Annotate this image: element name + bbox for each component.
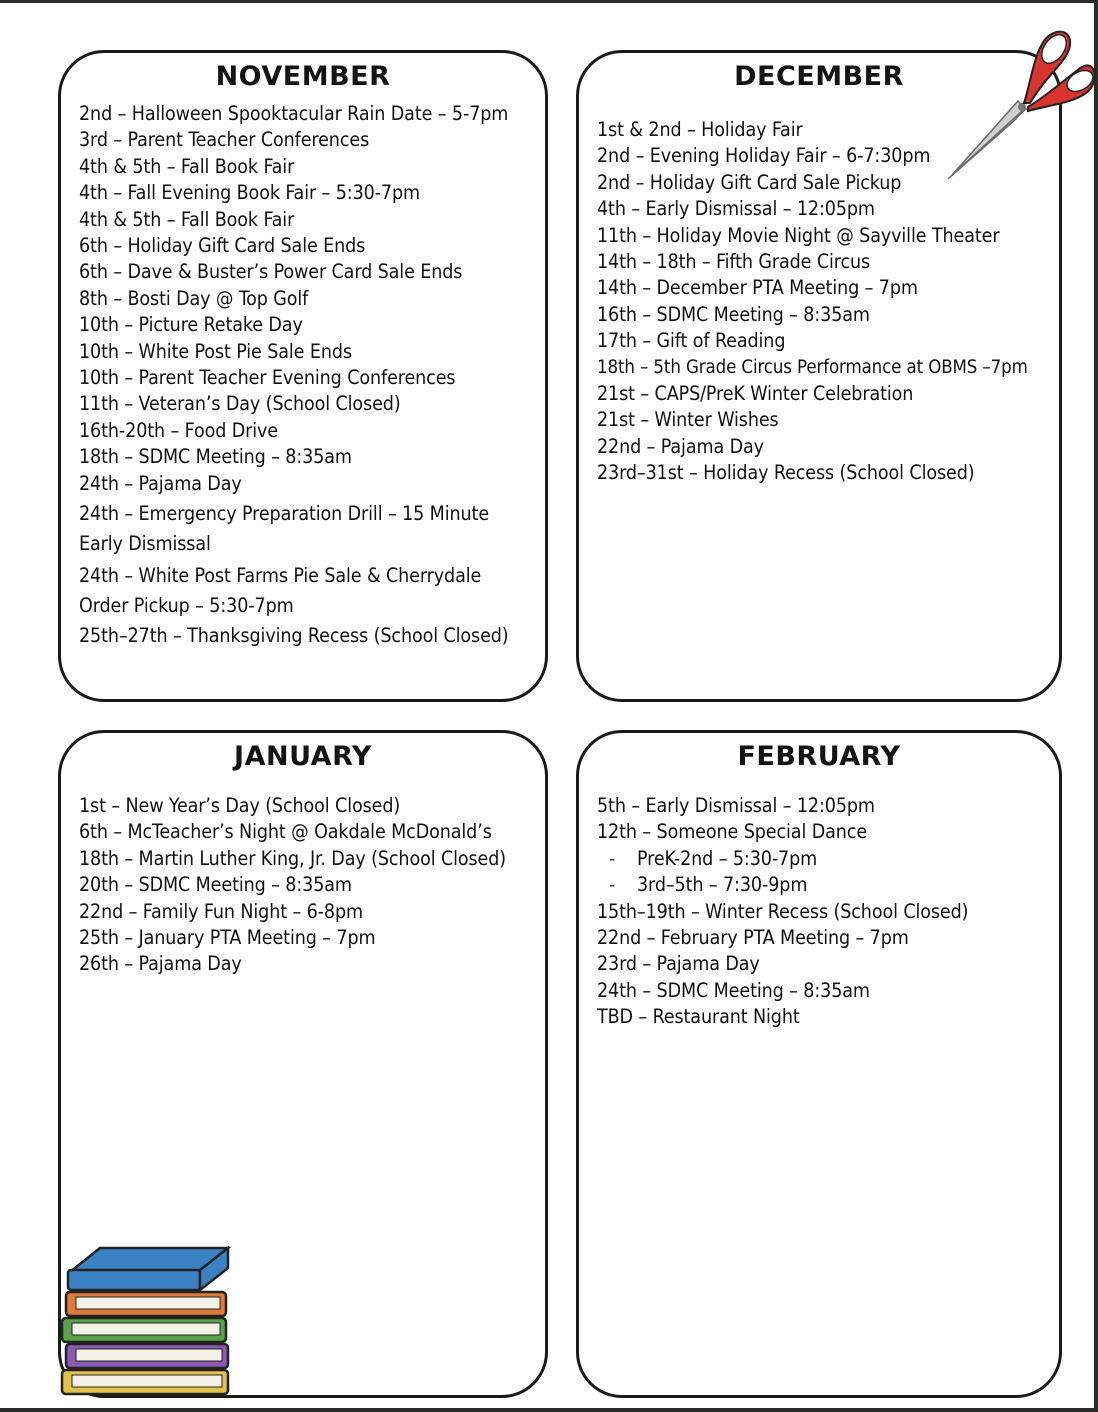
list-item: 12th – Someone Special Dance <box>597 820 868 844</box>
list-item: 16th – SDMC Meeting – 8:35am <box>597 302 870 326</box>
list-item: 18th – Martin Luther King, Jr. Day (School Closed) <box>79 846 507 870</box>
list-item: 15th–19th – Winter Recess (School Closed) <box>597 899 969 923</box>
book-3 <box>62 1318 226 1342</box>
list-item: 5th – Early Dismissal – 12:05pm <box>597 794 875 817</box>
january-title: JANUARY <box>234 741 372 772</box>
list-item: 6th – Holiday Gift Card Sale Ends <box>79 234 366 258</box>
scissors-handles <box>1024 30 1097 111</box>
list-item: 24th – Emergency Preparation Drill – 15 Minute Early Dismissal <box>79 502 490 556</box>
list-item: 4th – Early Dismissal – 12:05pm <box>597 197 875 221</box>
list-item: 25th–27th – Thanksgiving Recess (School Closed) <box>79 624 509 648</box>
february-card <box>576 730 1062 1398</box>
december-title: DECEMBER <box>734 61 904 92</box>
frame-bottom-border <box>0 1408 1098 1412</box>
list-item: 2nd – Halloween Spooktacular Rain Date – 5-7pm <box>79 102 509 125</box>
list-item: 1st & 2nd – Holiday Fair <box>597 118 803 141</box>
list-item: 21st – CAPS/PreK Winter Celebration <box>597 382 914 406</box>
list-item: 20th – SDMC Meeting – 8:35am <box>79 873 352 897</box>
list-item: 17th – Gift of Reading <box>597 329 786 353</box>
list-item: 6th – Dave & Buster’s Power Card Sale Ends <box>79 260 463 284</box>
list-item: 14th – December PTA Meeting – 7pm <box>597 276 918 300</box>
november-event-list <box>61 101 545 650</box>
list-item: 4th – Fall Evening Book Fair – 5:30-7pm <box>79 181 421 205</box>
november-card <box>58 50 548 702</box>
list-item: 23rd–31st – Holiday Recess (School Closed) <box>597 461 975 485</box>
list-item: - PreK-2nd – 5:30-7pm <box>597 846 1059 872</box>
book-2 <box>66 1292 226 1316</box>
february-title: FEBRUARY <box>737 741 901 772</box>
scissors-icon <box>930 15 1098 195</box>
book-1 <box>68 1248 228 1290</box>
list-item: 10th – Picture Retake Day <box>79 313 303 337</box>
list-item: TBD – Restaurant Night <box>597 1005 800 1029</box>
list-item: 23rd – Pajama Day <box>597 952 760 976</box>
scissors-pivot <box>1018 103 1026 111</box>
list-item: 10th – White Post Pie Sale Ends <box>79 339 352 363</box>
list-item: 8th – Bosti Day @ Top Golf <box>79 286 309 310</box>
book-4 <box>66 1344 228 1368</box>
list-item: 2nd – Holiday Gift Card Sale Pickup <box>597 170 902 194</box>
list-item: 10th – Parent Teacher Evening Conferences <box>79 366 456 390</box>
november-title: NOVEMBER <box>215 61 391 92</box>
list-item: 18th – SDMC Meeting – 8:35am <box>79 445 352 469</box>
list-item: 14th – 18th – Fifth Grade Circus <box>597 250 871 274</box>
list-item: 22nd – Family Fun Night – 6-8pm <box>79 899 363 923</box>
list-item: 26th – Pajama Day <box>79 952 242 976</box>
list-item: 24th – Pajama Day <box>79 471 242 495</box>
list-item: 1st – New Year’s Day (School Closed) <box>79 794 401 817</box>
list-item: 3rd – Parent Teacher Conferences <box>79 128 370 152</box>
list-item: - 3rd–5th – 7:30-9pm <box>597 872 1059 898</box>
frame-top-border <box>0 0 1098 3</box>
scissors-blades <box>948 101 1026 179</box>
book-stack-icon <box>56 1240 236 1400</box>
list-item: 16th-20th – Food Drive <box>79 418 279 442</box>
february-event-list <box>579 793 1059 1031</box>
list-item: 25th – January PTA Meeting – 7pm <box>79 926 376 950</box>
list-item: 24th – White Post Farms Pie Sale & Cherrydale Order Pickup – 5:30-7pm <box>79 564 482 618</box>
list-item: 2nd – Evening Holiday Fair – 6-7:30pm <box>597 144 931 168</box>
book-5 <box>62 1370 228 1394</box>
list-item: 11th – Holiday Movie Night @ Sayville Theater <box>597 223 1000 247</box>
january-event-list <box>61 793 545 978</box>
list-item: 11th – Veteran’s Day (School Closed) <box>79 392 401 416</box>
list-item: 18th – 5th Grade Circus Performance at OBMS –7pm <box>597 356 1028 378</box>
list-item: 4th & 5th – Fall Book Fair <box>79 207 295 231</box>
list-item: 22nd – Pajama Day <box>597 434 764 458</box>
list-item: 4th & 5th – Fall Book Fair <box>79 154 295 178</box>
list-item: 22nd – February PTA Meeting – 7pm <box>597 926 909 950</box>
list-item: 24th – SDMC Meeting – 8:35am <box>597 978 870 1002</box>
frame-right-border <box>1094 0 1098 1412</box>
list-item: 21st – Winter Wishes <box>597 408 779 432</box>
list-item: 6th – McTeacher’s Night @ Oakdale McDonald’s <box>79 820 492 844</box>
